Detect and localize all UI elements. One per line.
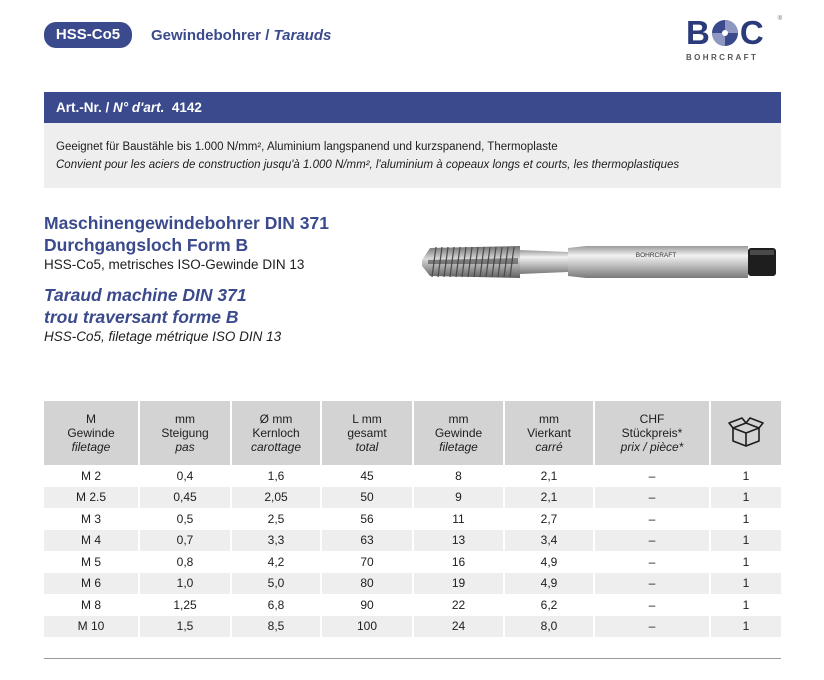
table-cell: 4,9 (504, 551, 594, 573)
table-cell: 1 (710, 594, 781, 616)
article-number-bar (44, 92, 781, 123)
description-de: Geeignet für Baustähle bis 1.000 N/mm², Aluminium langspanend und kurzspanend, Thermoplaste (56, 141, 558, 153)
table-cell: M 6 (44, 573, 139, 595)
table-row (44, 573, 781, 595)
logo-letter-b: B (686, 14, 710, 51)
logo-letter-c: C (739, 14, 764, 51)
material-badge: HSS-Co5 (44, 22, 132, 48)
table-cell: 6,2 (504, 594, 594, 616)
package-box-icon (727, 416, 765, 448)
bottom-divider (44, 658, 781, 659)
table-cell: 45 (321, 465, 413, 487)
table-cell: 0,45 (139, 487, 231, 509)
table-cell: 1 (710, 508, 781, 530)
table-cell: 9 (413, 487, 504, 509)
table-cell: – (594, 551, 710, 573)
product-title-de-2: Durchgangsloch Form B (44, 235, 249, 255)
table-cell: 1 (710, 551, 781, 573)
col-pitch: mm Steigung pas (139, 401, 231, 465)
table-cell: – (594, 487, 710, 509)
table-cell: 1,0 (139, 573, 231, 595)
table-cell: 3,3 (231, 530, 321, 552)
table-cell: 1 (710, 465, 781, 487)
table-row (44, 465, 781, 487)
product-title-fr-1: Taraud machine DIN 371 (44, 285, 247, 305)
table-cell: M 2 (44, 465, 139, 487)
category-title-de: Gewindebohrer (151, 27, 262, 44)
table-cell: 90 (321, 594, 413, 616)
table-cell: 2,1 (504, 465, 594, 487)
table-cell: – (594, 530, 710, 552)
logo-subtitle: BOHRCRAFT (686, 53, 759, 62)
description-box (44, 123, 781, 188)
spec-table (44, 401, 781, 637)
category-title (151, 27, 331, 44)
table-cell: M 3 (44, 508, 139, 530)
table-cell: M 8 (44, 594, 139, 616)
col-thread-length: mm Gewinde filetage (413, 401, 504, 465)
table-cell: M 5 (44, 551, 139, 573)
table-row (44, 530, 781, 552)
col-unit-price: CHF Stückpreis* prix / pièce* (594, 401, 710, 465)
table-row (44, 487, 781, 509)
description-fr: Convient pour les aciers de construction jusqu'à 1.000 N/mm², l'aluminium à copeaux longs et courts, les thermoplastiques (56, 159, 680, 171)
brand-logo (686, 16, 782, 66)
table-cell: 1,5 (139, 616, 231, 638)
tool-engraving: BOHRCRAFT (635, 252, 677, 259)
table-cell: 16 (413, 551, 504, 573)
table-cell: 1 (710, 487, 781, 509)
table-cell: 13 (413, 530, 504, 552)
table-cell: 100 (321, 616, 413, 638)
table-cell: 1 (710, 573, 781, 595)
table-row (44, 551, 781, 573)
table-header-row (44, 401, 781, 465)
table-cell: – (594, 508, 710, 530)
table-cell: 6,8 (231, 594, 321, 616)
table-row (44, 616, 781, 638)
table-cell: 4,2 (231, 551, 321, 573)
table-row (44, 508, 781, 530)
table-cell: 2,05 (231, 487, 321, 509)
table-cell: 2,1 (504, 487, 594, 509)
col-pack-qty (710, 401, 781, 465)
table-cell: 1,6 (231, 465, 321, 487)
table-cell: M 4 (44, 530, 139, 552)
product-headings (44, 212, 404, 346)
category-title-fr: Tarauds (273, 27, 332, 44)
col-core-hole: Ø mm Kernloch carottage (231, 401, 321, 465)
table-cell: 1,25 (139, 594, 231, 616)
trademark-symbol: ® (777, 16, 782, 22)
table-cell: 50 (321, 487, 413, 509)
col-total-length: L mm gesamt total (321, 401, 413, 465)
table-cell: 0,7 (139, 530, 231, 552)
table-cell: M 2.5 (44, 487, 139, 509)
table-cell: M 10 (44, 616, 139, 638)
table-cell: 3,4 (504, 530, 594, 552)
table-cell: 8,0 (504, 616, 594, 638)
table-cell: 2,7 (504, 508, 594, 530)
product-title-fr-2: trou traversant forme B (44, 307, 239, 327)
table-cell: 70 (321, 551, 413, 573)
table-cell: – (594, 594, 710, 616)
table-cell: 80 (321, 573, 413, 595)
tap-tool-image (418, 238, 780, 288)
table-cell: 22 (413, 594, 504, 616)
product-subtitle-fr: HSS-Co5, filetage métrique ISO DIN 13 (44, 329, 282, 344)
table-cell: 1 (710, 530, 781, 552)
table-cell: – (594, 465, 710, 487)
table-cell: 0,4 (139, 465, 231, 487)
table-cell: 63 (321, 530, 413, 552)
category-title-separator: / (261, 27, 274, 44)
product-title-de-1: Maschinengewindebohrer DIN 371 (44, 213, 329, 233)
table-cell: 2,5 (231, 508, 321, 530)
table-cell: 0,8 (139, 551, 231, 573)
table-cell: – (594, 616, 710, 638)
table-cell: 8,5 (231, 616, 321, 638)
col-thread-size: M Gewinde filetage (44, 401, 139, 465)
table-cell: 24 (413, 616, 504, 638)
article-number: 4142 (171, 100, 202, 115)
table-cell: 19 (413, 573, 504, 595)
table-row (44, 594, 781, 616)
table-cell: 5,0 (231, 573, 321, 595)
table-cell: 0,5 (139, 508, 231, 530)
table-cell: 56 (321, 508, 413, 530)
col-square: mm Vierkant carré (504, 401, 594, 465)
product-subtitle-de: HSS-Co5, metrisches ISO-Gewinde DIN 13 (44, 257, 305, 272)
table-cell: 4,9 (504, 573, 594, 595)
table-cell: 11 (413, 508, 504, 530)
table-cell: 1 (710, 616, 781, 638)
drill-bit-logo-icon (710, 18, 740, 48)
table-cell: – (594, 573, 710, 595)
article-label-fr: N° d'art. (113, 100, 165, 115)
article-label-de: Art.-Nr. / (56, 100, 114, 115)
table-cell: 8 (413, 465, 504, 487)
